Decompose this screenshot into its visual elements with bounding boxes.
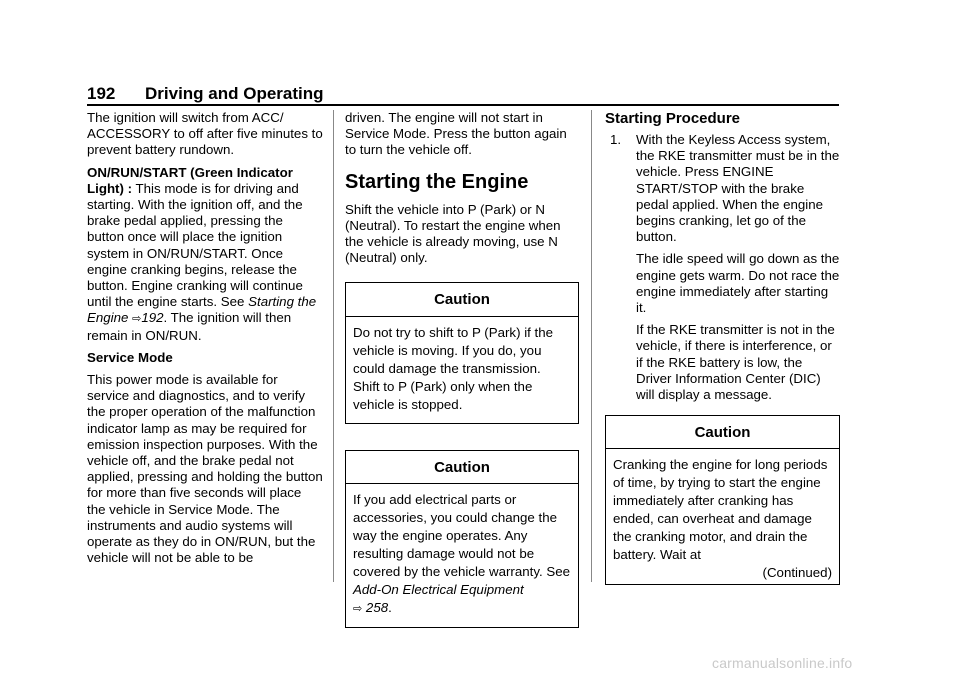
- caution-electrical-text: If you add electrical parts or accessories, you could change the way the engine operates. Any resulting damage would not be covered by the vehicle warranty. See: [353, 491, 571, 579]
- step-1-text: With the Keyless Access system, the RKE transmitter must be in the vehicle. Press ENGINE START/STOP with the brake pedal applied. When the engine begins cranking, let go of the button.: [636, 132, 840, 245]
- caution-text: [346, 484, 578, 627]
- service-mode-heading: Service Mode: [87, 349, 173, 365]
- caution-title: Caution: [346, 283, 578, 316]
- on-run-start-heading: ON/RUN/START (Green Indicator Light) :: [87, 164, 293, 196]
- rke-transmitter-paragraph: If the RKE transmitter is not in the vehicle, if there is interference, or if the RKE battery is low, the Driver Information Center (DIC) will display a message.: [636, 322, 835, 403]
- step-number: 1.: [610, 132, 622, 147]
- column-divider: [591, 110, 592, 582]
- starting-engine-heading: Starting the Engine: [345, 170, 529, 193]
- add-on-electrical-link[interactable]: Add-On Electrical Equipment: [353, 581, 524, 597]
- service-mode-paragraph: This power mode is available for service and diagnostics, and to verify the proper operation of the malfunction indicator lamp as may be required for emission inspection purposes. With the vehicle off, and the brake pedal not applied, pressing and holding the button for more than five seconds will place the vehicle in Service Mode. The instruments and audio systems will operate as they do in ON/RUN, but the vehicle will not be able to be: [87, 372, 323, 566]
- page-ref-number[interactable]: 192: [141, 310, 164, 326]
- caution-title: Caution: [606, 416, 839, 449]
- section-title: Driving and Operating: [145, 84, 324, 103]
- column-3: [605, 110, 840, 585]
- column-2: [345, 110, 579, 628]
- page-header: [87, 84, 324, 104]
- continued-label: (Continued): [762, 565, 832, 581]
- page-ref-arrow-icon: ⇨: [353, 602, 363, 615]
- on-run-start-text-end: . The ignition will then remain in ON/RUN.: [87, 310, 292, 343]
- watermark: carmanualsonline.info: [712, 655, 853, 671]
- caution-cranking-text: Cranking the engine for long periods of time, by trying to start the engine immediately after cranking has ended, can overheat and damage the cranking motor, and drain the battery. Wait at: [613, 457, 828, 563]
- caution-electrical-end: .: [388, 599, 392, 615]
- starting-procedure-heading: Starting Procedure: [605, 110, 741, 127]
- procedure-step-1: [610, 132, 840, 245]
- column-1: [87, 110, 323, 572]
- starting-engine-link[interactable]: Starting the Engine: [87, 294, 317, 326]
- shift-paragraph: Shift the vehicle into P (Park) or N (Neutral). To restart the engine when the vehicle is already moving, use N (Neutral) only.: [345, 201, 561, 266]
- column-divider: [333, 110, 334, 582]
- caution-title: Caution: [346, 451, 578, 484]
- caution-box-cranking: [605, 415, 840, 585]
- caution-text: Do not try to shift to P (Park) if the vehicle is moving. If you do, you could damage the transmission. Shift to P (Park) only when the vehicle is stopped.: [353, 324, 554, 412]
- caution-box-electrical: [345, 450, 579, 628]
- caution-text: [606, 449, 839, 584]
- header-rule: [87, 104, 839, 106]
- ignition-off-paragraph: The ignition will switch from ACC/ ACCESSORY to off after five minutes to prevent battery rundown.: [87, 110, 323, 158]
- page-ref-arrow-icon: ⇨: [132, 313, 142, 326]
- idle-speed-paragraph: The idle speed will go down as the engine gets warm. Do not race the engine immediately after starting it.: [636, 251, 840, 316]
- on-run-start-text: This mode is for driving and starting. With the ignition off, and the brake pedal applied, pressing the button once will place the ignition system in ON/RUN/START. Once engine cranking begins, release the button. Engine cranking will continue until the engine starts. See: [87, 180, 303, 310]
- service-mode-continued: driven. The engine will not start in Service Mode. Press the button again to turn the vehicle off.: [345, 110, 567, 158]
- page-ref-number[interactable]: 258: [365, 599, 389, 615]
- caution-box-transmission: [345, 282, 579, 423]
- page-number: 192: [87, 84, 116, 103]
- on-run-start-paragraph: [87, 165, 323, 344]
